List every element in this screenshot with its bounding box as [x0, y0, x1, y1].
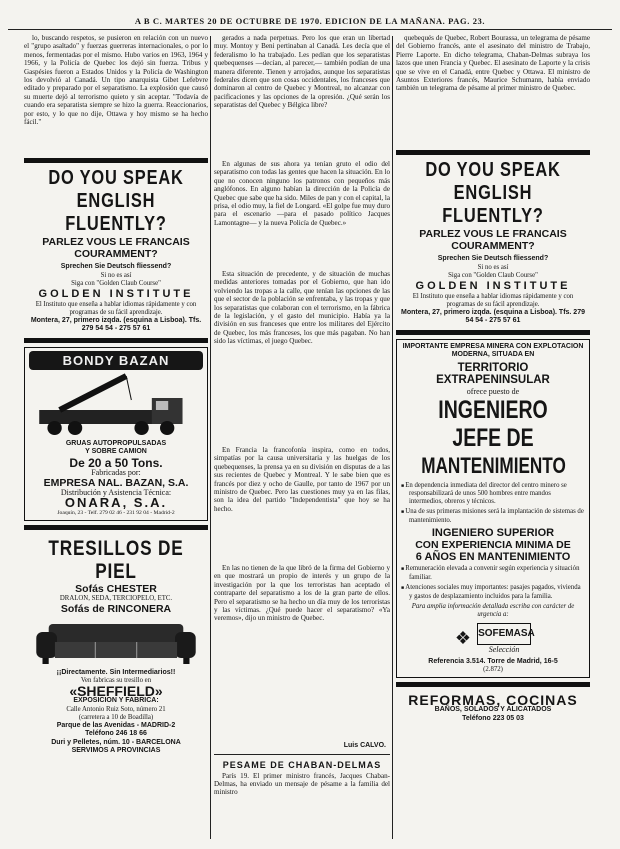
ad-text: GRUAS AUTOPROPULSADAS — [65, 439, 167, 447]
ad-address: Duri y Pelletes, núm. 10 - BARCELONA — [51, 738, 181, 746]
ad-text: DRALON, SEDA, TERCIOPELO, ETC. — [59, 594, 173, 602]
ad-headline: ENGLISH FLUENTLY? — [65, 190, 167, 235]
ad-job-title: MANTENIMIENTO — [421, 452, 566, 478]
ad-text: El Instituto que enseña a hablar idiomas rápidamente y con programas de su fácil aprendizaje. — [35, 300, 197, 316]
ad-text: IMPORTANTE EMPRESA MINERA CON EXPLOTACION MODERNA, SITUADA EN — [402, 342, 584, 358]
column-rule — [210, 36, 211, 839]
ad-text: Ven fabricas su tresillo en — [80, 677, 152, 684]
ad-text: Si no es así — [477, 263, 509, 271]
ad-subheadline: PARLEZ VOUS LE FRANCAIS COURAMMENT? — [42, 236, 190, 260]
ad-text: Si no es así — [100, 271, 132, 279]
ad-text: Sofás de RINCONERA — [60, 602, 172, 615]
ad-brand: BONDY BAZAN — [29, 351, 203, 370]
ad-job-title: JEFE DE — [452, 423, 534, 452]
ad-tresillos — [24, 534, 208, 759]
ad-text: De 20 a 50 Tons. — [69, 455, 163, 470]
ad-text: Sprechen Sie Deutsch fliessend? — [60, 263, 172, 270]
divider — [396, 682, 590, 687]
ad-text: Sofás CHESTER — [75, 582, 157, 595]
ad-reformas — [396, 691, 590, 726]
ad-address: Montera, 27, primero izqda. (esquina a Lisboa). Tfs. 279 54 54 - 275 57 61 — [401, 308, 585, 324]
crane-truck-illustration — [29, 370, 203, 440]
ad-text: Siga con "Golden Claub Course" — [71, 279, 161, 287]
divider — [24, 525, 208, 530]
ad-address: (carretera a 10 de Boadilla) — [78, 713, 154, 721]
ad-requirement: INGENIERO SUPERIOR — [431, 527, 555, 540]
ad-text: EMPRESA NAL. BAZAN, S.A. — [43, 476, 189, 489]
ad-sofemasa-job — [396, 339, 590, 679]
article-paragraph: gerados a nada perpetuas. Pero los que eran un libertad muy. Montoy y Beni pertinaban al Canadá. Les decía que el federalismo lo ha trabajado. Les pedían que los separatistas quebequenses —decían, al parecer,— también podían de una manera diferente. Tienen y arrojados, aunque los separatistas federales dicen que son cosas occidentales, los franceses que dominaron al centro de Quebec y Montreal, no alcanzar con pacificaciones y las opciones de la opresión. ¿Qué serán los separatistas del Quebec y Bélgica libre? — [214, 34, 390, 110]
sofa-illustration — [28, 618, 204, 666]
article-paragraph: En algunas de sus ahora ya tenían gruto el odio del separatismo con todas las gentes que hacen la situación. En lo que no conocen ninguno los patronos con pequeños más anglófonos. En alguno habían la dirección de la Policía de Quebec que sabe que ha sido. Miles de pan y con el capital, la prisa, el odio muy, la fiel de Longard. «El golpe fue muy duro para el escenario —para el pasado político Jacques Lamontagne— y la nueva Policía de Quebec.» — [214, 160, 390, 227]
logo-subtitle: Selección — [488, 644, 520, 654]
column-left — [24, 34, 208, 843]
ad-address: Parque de las Avenidas - MADRID-2 — [56, 721, 176, 729]
ad-golden-institute — [24, 167, 208, 334]
ad-bullet: ■ En dependencia inmediata del director del centro minero se responsabilizará de unos 500 hombres entre mandos intermedios, obreros y técnicos. — [409, 482, 585, 506]
ad-text: ¡¡Directamente. Sin Intermediarios!! — [56, 668, 176, 676]
divider — [396, 330, 590, 335]
ad-headline: TRESILLOS DE PIEL — [48, 536, 184, 583]
ad-bullet: ■ Una de sus primeras misiones será la implantación de sistemas de mantenimiento. — [409, 508, 585, 525]
section-heading: PESAME DE CHABAN-DELMAS — [222, 759, 382, 770]
ad-text: Distribución y Asistencia Técnica: — [60, 487, 172, 497]
ad-address: Joaquín, 23 - Telf. 279 02 46 - 231 92 04 - Madrid-2 — [57, 509, 175, 516]
article-paragraph: En las no tienen de la que libró de la firma del Gobierno y en que mostrará un propio de interés y un grupo de la investigación por la que los terroristas han aceptado el contraparte del separatismo a los de la gran parte de ellos. Pero el separatismo se ha hecho un día muy de los terroristas y las víctimas. ¿Qué puede hacer el separatismo? «Ya veremos», dijo un ministro de Quebec. — [214, 564, 390, 623]
ad-brand: GOLDEN INSTITUTE — [38, 287, 194, 300]
divider — [24, 338, 208, 343]
article-signature: Luis CALVO. — [343, 742, 386, 749]
ad-headline: REFORMAS, COCINAS — [408, 692, 578, 709]
column-rule — [392, 36, 393, 839]
logo-text: SOFEMASA — [477, 623, 531, 645]
ad-brand: GOLDEN INSTITUTE — [415, 279, 571, 292]
ad-text: SERVIMOS A PROVINCIAS — [71, 747, 161, 754]
ad-text: El Instituto que enseña a hablar idiomas rápidamente y con programas de su fácil aprendizaje. — [412, 292, 574, 308]
ad-text: TERRITORIO EXTRAPENINSULAR — [436, 361, 550, 386]
ad-address: Calle Antonio Ruiz Soto, número 21 — [66, 705, 166, 713]
ad-brand: «SHEFFIELD» — [69, 683, 163, 699]
ad-bullet: ■ Atenciones sociales muy importantes: pasajes pagados, vivienda y gastos de desplazamiento incluidos para la familia. — [409, 584, 585, 601]
article-text: quebequés de Quebec, Robert Bourassa, un telegrama de pésame del Gobierno francés, ante el asesinato del ministro de Trabajo, Pierre Laporte. En dicho telegrama, Chaban-Delmas subraya los lazos que unen Francia y Quebec. El asesinato de Laporte y la crisis que se vive en el Canadá, entre Quebec y Ottawa. El ministro de Asuntos Exteriores francés, Maurice Schumann, había enviado también un telegrama de pésame al primer ministro de Quebec. — [396, 34, 590, 93]
sofemasa-logo — [401, 623, 585, 654]
ad-text: Siga con "Golden Claub Course" — [448, 271, 538, 279]
divider — [24, 158, 208, 163]
ad-requirement: 6 AÑOS EN MANTENIMIENTO — [415, 551, 571, 564]
article-paragraph: Esta situación de precedente, y de situación de muchas medidas anteriores tomadas por el Gobierno, que han ido volviendo las tropas a la calle, que tenían las opciones de las que el sector de la población se enfrentaba, y las tropas y que los separatistas que colaboran con el terrorismo, en la fábrica de la legislación, y el gasto del municipio. Había ya la división en sus franceses que entre los militares del Ejército de Quebec, los más franceses, los que más pagaban. No han sido las víctimas, el juego Quebec. — [214, 270, 390, 346]
ad-bullet: ■ Remuneración elevada a convenir según experiencia y situación familiar. — [409, 565, 585, 582]
article-text: lo, buscando respetos, se pusieron en relación con un nuevo el "grupo asaltado" y fuerzas guerreras internacionales, o por lo menos, fermentadas por el mismo. Hubo varios en 1963, 1964 y 1966, y la Policía de Quebec los dejó sin fuerza. Tribus y Gaspésies fueron a Estados Unidos y la Policía de Washington los devolvió al Canadá. Un tipo anarquista Gibet Lefebvre editado y preparado por el separatismo. La explosión que causó su muerte dejó al terrorismo quieto y sin aceptar. "Todavía de cuando era separatista siempre se hizo la guerra. Reaccionarios, por esto, y lo que no dije, Ottawa y hoy mismo se ha hecho fácil." — [24, 34, 208, 127]
ad-reference: Referencia 3.514. Torre de Madrid, 16-5 — [428, 657, 558, 665]
divider — [396, 150, 590, 155]
ad-headline: DO YOU SPEAK — [425, 159, 561, 181]
page-header: A B C. MARTES 20 DE OCTUBRE DE 1970. EDICION DE LA MAÑANA. PAG. 23. — [8, 16, 612, 30]
ad-address: Montera, 27, primero izqda. (esquina a Lisboa). Tfs. 279 54 54 - 275 57 61 — [30, 316, 202, 332]
article-paragraph: En Francia la francofonía inspira, como en todos, simpatías por la causa universitaria y las huelgas de los quebequenses, la prensa ya en su división en disputas de a las sus recientes de Quebec y Montreal. Y le sabe bien que es francés por diez y ocho de Gaulle, por tanto de 1967 por un ministro de Quebec. Pero las cuestiones muy ya en las filas, son la idea del partido "Independentista" que hoy se ha hecho. — [214, 446, 390, 513]
ad-reference: (2.872) — [483, 666, 503, 674]
column-middle — [214, 34, 390, 843]
ad-requirement: CON EXPERIENCIA MINIMA DE — [415, 539, 571, 552]
ad-text: BAÑOS, SOLADOS Y ALICATADOS — [434, 706, 552, 714]
sofemasa-mark-icon: ❖ — [454, 627, 472, 648]
ad-brand: ONARA, S.A. — [64, 494, 168, 510]
ad-phone: Teléfono 246 18 66 — [85, 730, 147, 737]
ad-text: Para amplia información detallada escriba con carácter de urgencia a: — [411, 602, 575, 618]
ad-subheadline: PARLEZ VOUS LE FRANCAIS COURAMMENT? — [419, 228, 567, 252]
ad-text: Sprechen Sie Deutsch fliessend? — [437, 255, 549, 262]
column-right — [396, 34, 590, 843]
ad-job-title: INGENIERO — [438, 395, 548, 424]
ad-headline: DO YOU SPEAK — [48, 167, 184, 189]
ad-text: Y SOBRE CAMION — [85, 448, 147, 455]
ad-golden-institute — [396, 159, 590, 326]
ad-headline: ENGLISH FLUENTLY? — [442, 182, 544, 227]
article-paragraph: París 19. El primer ministro francés, Jacques Chaban-Delmas, ha enviado un mensaje de pésame a la familia del ministro — [214, 771, 390, 797]
ad-bondy-bazan — [24, 347, 208, 521]
ad-phone: Teléfono 223 05 03 — [462, 714, 524, 722]
ad-text: EXPOSICION Y FABRICA: — [73, 697, 159, 704]
ad-text: ofrece puesto de — [466, 386, 520, 396]
ad-text: Fabricadas por: — [91, 467, 141, 477]
